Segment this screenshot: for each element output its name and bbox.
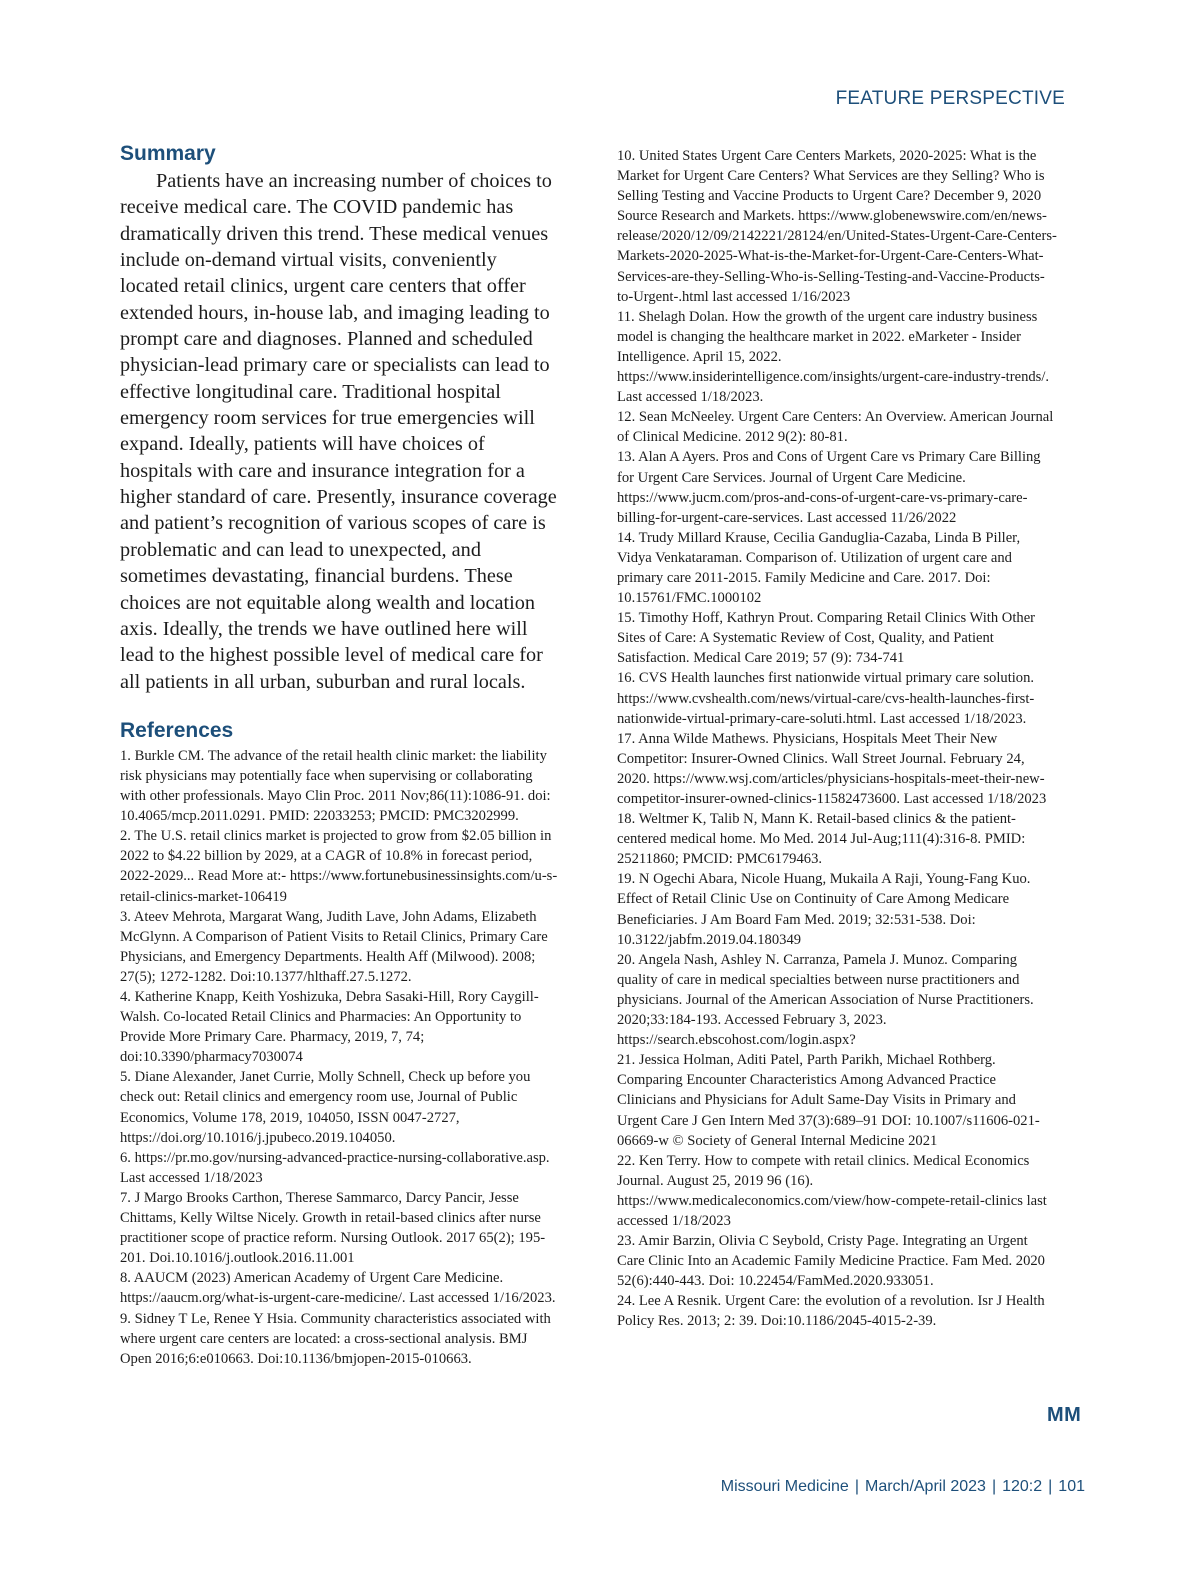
- page-footer: [721, 1478, 1085, 1496]
- footer-separator: |: [854, 1478, 859, 1495]
- summary-heading: Summary: [120, 142, 216, 165]
- section-label: FEATURE PERSPECTIVE: [835, 88, 1065, 109]
- right-column: [617, 146, 1057, 1332]
- reference-item: 15. Timothy Hoff, Kathryn Prout. Comparing Retail Clinics With Other Sites of Care: A Systematic Review of Cost, Quality, and Patient Satisfaction. Medical Care 2019; 57 (9): 734-741: [617, 610, 1036, 667]
- footer-separator: |: [1048, 1478, 1053, 1495]
- references-heading: References: [120, 718, 234, 742]
- reference-item: 10. United States Urgent Care Centers Markets, 2020-2025: What is the Market for Urgent Care Centers? What Services are they Selling? Who is Selling Testing and Vaccine Products to Urgent Care? December 9, 2020 Source Research and Markets. https://www.globenewswire.com/en/news-release/2020/12/09/2142221/28124/en/United-States-Urgent-Care-Centers-Markets-2020-2025-What-is-the-Market-for-Urgent-Care-Centers-What-Services-are-they-Selling-Who-is-Selling-Testing-and-Vaccine-Products-to-Urgent-.html last accessed 1/16/2023: [617, 148, 1057, 305]
- page-number: 101: [1058, 1478, 1085, 1495]
- reference-item: 5. Diane Alexander, Janet Currie, Molly Schnell, Check up before you check out: Retail clinics and emergency room use, Journal of Public Economics, Volume 178, 2019, 104050, ISSN 0047-2727, https://doi.org/10.1016/j.jpubeco.2019.104050.: [120, 1069, 531, 1146]
- reference-item: 8. AAUCM (2023) American Academy of Urgent Care Medicine. https://aaucm.org/what-is-urgent-care-medicine/. Last accessed 1/16/2023.: [120, 1270, 556, 1307]
- reference-item: 19. N Ogechi Abara, Nicole Huang, Mukaila A Raji, Young-Fang Kuo. Effect of Retail Clinic Use on Continuity of Care Among Medicare Beneficiaries. J Am Board Fam Med. 2019; 32:531-538. Doi: 10.3122/jabfm.2019.04.180349: [617, 871, 1031, 948]
- reference-item: 13. Alan A Ayers. Pros and Cons of Urgent Care vs Primary Care Billing for Urgent Care Services. Journal of Urgent Care Medicine. https://www.jucm.com/pros-and-cons-of-urgent-care-vs-primary-care-billing-for-urgent-care-services. Last accessed 11/26/2022: [617, 449, 1041, 526]
- reference-item: 20. Angela Nash, Ashley N. Carranza, Pamela J. Munoz. Comparing quality of care in medical specialties between nurse practitioners and physicians. Journal of the American Association of Nurse Practitioners. 2020;33:184-193. Accessed February 3, 2023. https://search.ebscohost.com/login.aspx?: [617, 951, 1034, 1049]
- reference-item: 6. https://pr.mo.gov/nursing-advanced-practice-nursing-collaborative.asp. Last accessed 1/18/2023: [120, 1149, 550, 1186]
- reference-item: 4. Katherine Knapp, Keith Yoshizuka, Debra Sasaki-Hill, Rory Caygill-Walsh. Co-located Retail Clinics and Pharmacies: An Opportunity to Provide More Primary Care. Pharmacy, 2019, 7, 74; doi:10.3390/pharmacy7030074: [120, 989, 539, 1066]
- reference-item: 14. Trudy Millard Krause, Cecilia Ganduglia-Cazaba, Linda B Piller, Vidya Venkataraman. Comparison of. Utilization of urgent care and primary care 2011-2015. Family Medicine and Care. 2017. Doi: 10.15761/FMC.1000102: [617, 529, 1021, 607]
- left-column: [120, 140, 560, 1369]
- reference-item: 1. Burkle CM. The advance of the retail health clinic market: the liability risk physicians may potentially face when supervising or collaborating with other professionals. Mayo Clin Proc. 2011 Nov;86(11):1086-91. doi: 10.4065/mcp.2011.0291. PMID: 22033253; PMCID: PMC3202999.: [120, 747, 551, 825]
- footer-volume: 120:2: [1002, 1478, 1043, 1495]
- reference-item: 11. Shelagh Dolan. How the growth of the urgent care industry business model is changing the healthcare market in 2022. eMarketer - Insider Intelligence. April 15, 2022. https://www.insiderintelligence.com/insights/urgent-care-industry-trends/. Last accessed 1/18/2023.: [617, 308, 1050, 406]
- reference-item: 23. Amir Barzin, Olivia C Seybold, Cristy Page. Integrating an Urgent Care Clinic Into an Academic Family Medicine Practice. Fam Med. 2020 52(6):440-443. Doi: 10.22454/FamMed.2020.933051.: [617, 1233, 1045, 1290]
- reference-item: 3. Ateev Mehrota, Margarat Wang, Judith Lave, John Adams, Elizabeth McGlynn. A Comparison of Patient Visits to Retail Clinics, Primary Care Physicians, and Emergency Departments. Health Aff (Milwood). 2008; 27(5); 1272-1282. Doi:10.1377/hlthaff.27.5.1272.: [120, 908, 548, 985]
- reference-item: 2. The U.S. retail clinics market is projected to grow from $2.05 billion in 2022 to $4.22 billion by 2029, at a CAGR of 10.8% in forecast period, 2022-2029... Read More at:- https://www.fortunebusinessinsights.com/u-s-retail-clinics-market-106419: [120, 828, 558, 905]
- footer-journal: Missouri Medicine: [720, 1478, 849, 1495]
- references-list-left: [120, 746, 560, 1369]
- reference-item: 18. Weltmer K, Talib N, Mann K. Retail-based clinics & the patient-centered medical home. Mo Med. 2014 Jul-Aug;111(4):316-8. PMID: 25211860; PMCID: PMC6179463.: [617, 811, 1026, 868]
- reference-item: 9. Sidney T Le, Renee Y Hsia. Community characteristics associated with where urgent care centers are located: a cross-sectional analysis. BMJ Open 2016;6:e010663. Doi:10.1136/bmjopen-2015-010663.: [120, 1310, 551, 1367]
- reference-item: 7. J Margo Brooks Carthon, Therese Sammarco, Darcy Pancir, Jesse Chittams, Kelly Wiltse Nicely. Growth in retail-based clinics after nurse practitioner scope of practice reform. Nursing Outlook. 2017 65(2); 195- 201. Doi.10.1016/j.outlook.2016.11.001: [120, 1189, 546, 1267]
- reference-item: 12. Sean McNeeley. Urgent Care Centers: An Overview. American Journal of Clinical Medicine. 2012 9(2): 80-81.: [617, 409, 1054, 446]
- reference-item: 17. Anna Wilde Mathews. Physicians, Hospitals Meet Their New Competitor: Insurer-Owned Clinics. Wall Street Journal. February 24, 2020. https://www.wsj.com/articles/physicians-hospitals-meet-their-new-competitor-insurer-owned-clinics-11582473600. Last accessed 1/18/2023: [617, 730, 1047, 807]
- reference-item: 22. Ken Terry. How to compete with retail clinics. Medical Economics Journal. August 25, 2019 96 (16). https://www.medicaleconomics.com/view/how-compete-retail-clinics last accessed 1/18/2023: [617, 1152, 1047, 1229]
- summary-paragraph: Patients have an increasing number of choices to receive medical care. The COVID pandemic has dramatically driven this trend. These medical venues include on-demand virtual visits, conveniently located retail clinics, urgent care centers that offer extended hours, in-house lab, and imaging leading to prompt care and diagnoses. Planned and scheduled physician-lead primary care or specialists can lead to effective longitudinal care. Traditional hospital emergency room services for true emergencies will expand. Ideally, patients will have choices of hospitals with care and insurance integration for a higher standard of care. Presently, insurance coverage and patient’s recognition of various scopes of care is problematic and can lead to unexpected, and sometimes devastating, financial burdens. These choices are not equitable along wealth and location axis. Ideally, the trends we have outlined here will lead to the highest possible level of medical care for all patients in all urban, suburban and rural locals.: [120, 170, 557, 693]
- references-list-right: [617, 146, 1057, 1332]
- reference-item: 21. Jessica Holman, Aditi Patel, Parth Parikh, Michael Rothberg. Comparing Encounter Characteristics Among Advanced Practice Clinicians and Physicians for Adult Same-Day Visits in Primary and Urgent Care J Gen Intern Med 37(3):689–91 DOI: 10.1007/s11606-021-06669-w © Society of General Internal Medicine 2021: [617, 1052, 1040, 1149]
- reference-item: 24. Lee A Resnik. Urgent Care: the evolution of a revolution. Isr J Health Policy Res. 2013; 2: 39. Doi:10.1186/2045-4015-2-39.: [617, 1293, 1045, 1330]
- footer-separator: |: [991, 1478, 997, 1495]
- footer-issue: March/April 2023: [864, 1478, 986, 1495]
- end-mark-logo: MM: [1047, 1404, 1082, 1426]
- reference-item: 16. CVS Health launches first nationwide virtual primary care solution. https://www.cvshealth.com/news/virtual-care/cvs-health-launches-first-nationwide-virtual-primary-care-soluti.html. Last accessed 1/18/2023.: [617, 670, 1035, 727]
